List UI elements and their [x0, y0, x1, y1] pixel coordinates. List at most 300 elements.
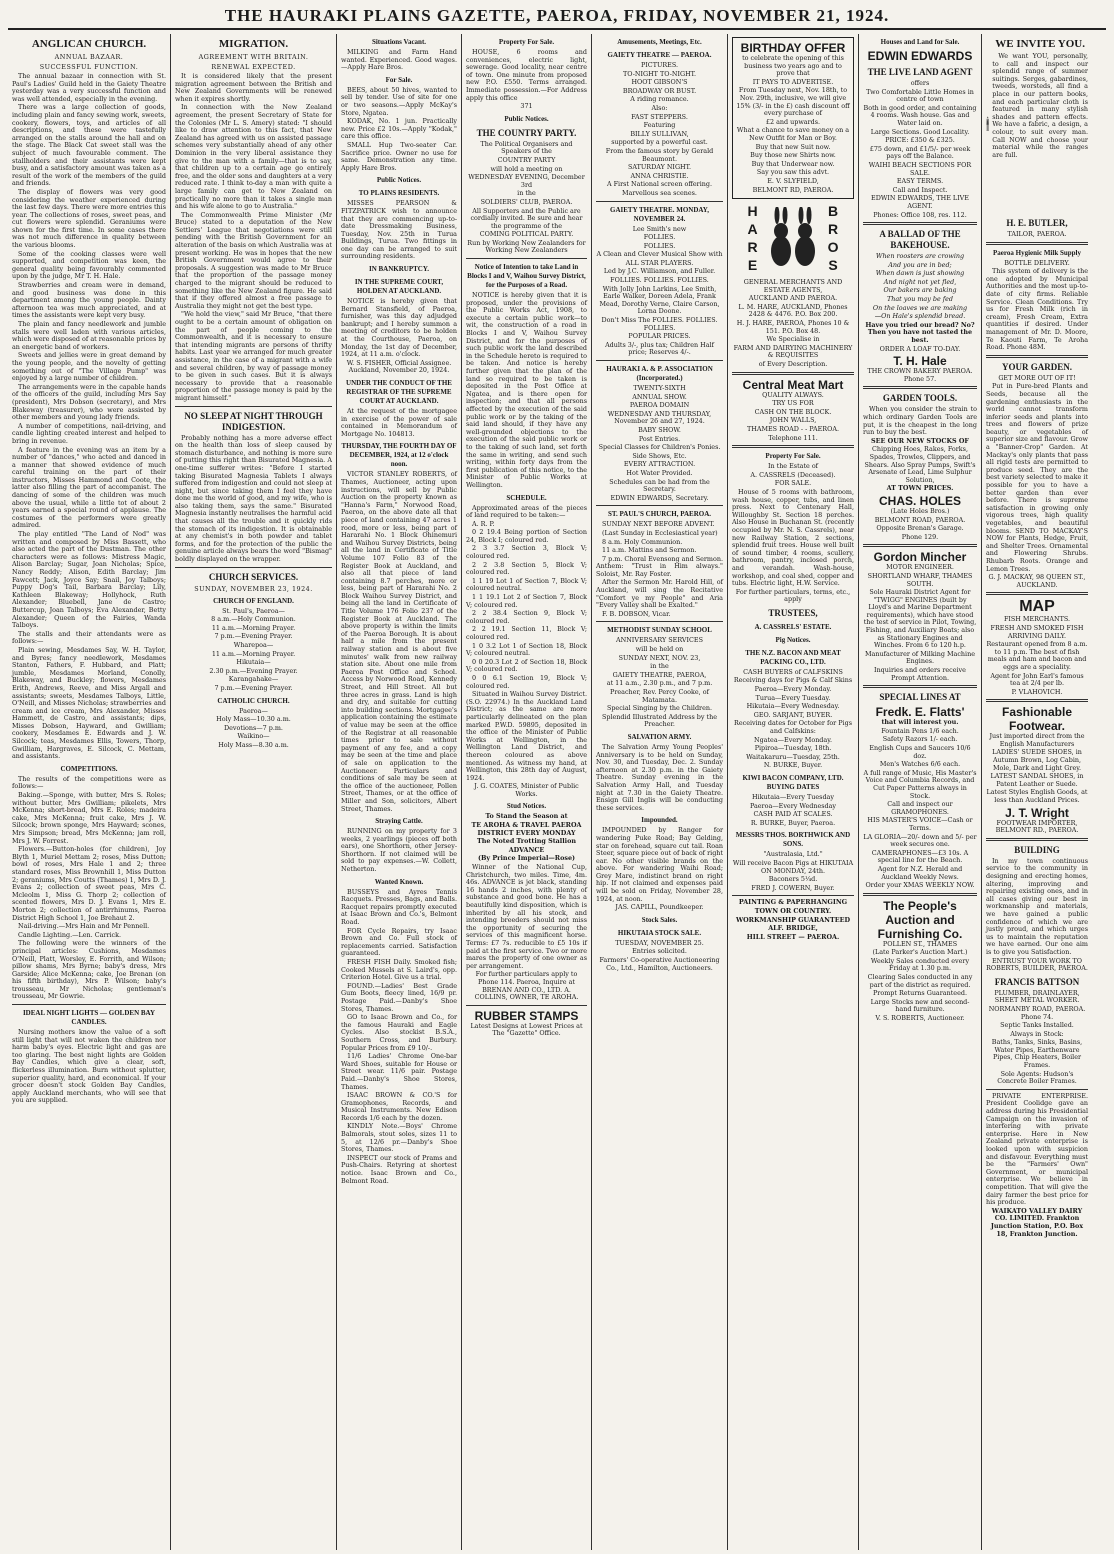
- auction-date-heading: THURSDAY, THE FOURTH DAY OF DECEMBER, 1924, at 12 o'clock noon.: [341, 442, 457, 469]
- text-line: WORKMANSHIP GUARANTEED: [735, 915, 851, 924]
- text-line: TO-NIGHT TO-NIGHT.: [622, 69, 697, 78]
- text-line: A: [747, 221, 758, 238]
- text-line: All Supporters and the Public are cordially invited. Be sure and hear the programme of the: [470, 206, 583, 230]
- text-line: Inquiries and orders receive Prompt Attention.: [874, 666, 966, 682]
- text-line: POLLEN ST., THAMES: [882, 939, 958, 948]
- text-line: The arrangements were in the capable hands of the officers of the guild, including Mrs Say (president), Mrs Dobson (secretary), and Mrs Blakeway (treasurer), who were assisted by other members and young lady friends.: [12, 382, 166, 422]
- text-line: 1 0 3.2 Lot 1 of Section 18, Block V; coloured neutral.: [466, 641, 587, 658]
- text-line: ANNA CHRISTIE.: [630, 171, 689, 180]
- text-line: 8 a.m. Holy Communion.: [602, 537, 683, 546]
- birthday-ad: [732, 37, 854, 199]
- text-line: FOR Cycle Repairs, try Isaac Brown and Co. Full stock of replacements carried. Satisfaction guaranteed.: [341, 926, 457, 958]
- text-line: Ngatea—Every Monday.: [754, 735, 832, 744]
- text-line: The Political Organisers and Speakers of the: [480, 139, 573, 156]
- impound-signature: JAS. CAPILL, Poundkeeper.: [615, 903, 704, 912]
- text-line: Waitakaruru—Tuesday, 25th.: [746, 752, 840, 761]
- text-line: Hikutaia—Every Tuesday: [752, 793, 834, 801]
- gentleman-figure-icon: [986, 34, 989, 214]
- anglican-heading: ANGLICAN CHURCH.: [31, 38, 147, 50]
- text-line: Paeroa—: [239, 706, 268, 715]
- text-line: Hot Water Provided.: [626, 468, 693, 477]
- anglican-article: [12, 73, 166, 761]
- divider: [596, 505, 723, 506]
- registrar-heading: UNDER THE CONDUCT OF THE REGISTRAR OF THE SUPREME COURT AT AUCKLAND.: [346, 379, 452, 405]
- church-date: SUNDAY, NOVEMBER 23, 1924.: [194, 584, 313, 593]
- text-line: Manufacturer of Milking Machine Engines.: [865, 649, 975, 666]
- text-line: EVERY ATTRACTION.: [623, 460, 696, 469]
- text-line: EDWIN EDWARDS, Secretary.: [610, 493, 709, 502]
- straying-notice: RUNNING on my property for 3 weeks, 2 yearlings (pieces off both ears), one Shorthorn, other Jersey-Shorthorn. If not claimed will be sold to pay expenses.—W. Collett, Netherton.: [341, 827, 457, 874]
- fisher-signature: W. S. FISHER, Official Assignee. Auckland, November 20, 1924.: [346, 358, 452, 375]
- text-line: FISH MERCHANTS.: [1003, 615, 1071, 624]
- text-line: ISAAC BROWN & CO.'S for Gramophones, Records, and Musical Instruments. New Edison Records 1/6 each by the dozen.: [341, 1091, 457, 1122]
- text-line: The Commonwealth Prime Minister (Mr Bruce) stated to a deputation of the New Settlers' League that negotiations were still pending with the British Government for an alteration of the basis on which Australia was at present working. He was in hopes that the new British Government would agree to their proposals. A suggestion was made to Mr Bruce that the proportion of the passage money charged to the migrant should be reduced to something like the New Zealand figure. He said that if they offered almost a free passage to Australia they might not get the best type.: [175, 210, 332, 310]
- rabbits-icon: [764, 207, 822, 271]
- wanted-list: [341, 889, 457, 1186]
- public-notices-heading: Public Notices.: [376, 176, 422, 185]
- wright-heading: J. T. Wright: [1005, 805, 1069, 820]
- forsale-heading: For Sale.: [385, 75, 413, 84]
- text-line: FARM AND DAIRYING MACHINERY & REQUISITES: [733, 343, 853, 360]
- divider: [596, 201, 723, 202]
- stud-contact: For further particulars apply to Phone 114. Paeroa, Inquire at BRENAN AND CO., LTD. A. COLLINS, OWNER, TE AROHA.: [474, 970, 579, 1002]
- catholic-heading: CATHOLIC CHURCH.: [217, 696, 290, 705]
- text-line: Sweets and jellies were in great demand by the young people, and the novelty of getting something out of "The Village Pump" was enjoyed by a large number of children.: [12, 351, 166, 383]
- text-line: Splendid Illustrated Address by the Preacher.: [601, 712, 717, 729]
- property-ref: 371: [520, 102, 533, 111]
- text-line: 0 2 19.4 Being portion of Section 24, Block I; coloured red.: [466, 528, 587, 544]
- text-line: COUNTRY PARTY: [497, 155, 556, 164]
- text-line: Baking.—Sponge, with butter, Mrs S. Roles; without butter, Mrs Gwilliam; pikelets, Mrs McKenna; short-bread, Mrs E. Roles; madeira cake, Mrs McKenna; fruit cake, Mrs J. W. Silcock; brown sponge, Mrs Hayward; scones, Mrs Simpson; bread, Mrs McKenna; jam roll, Mrs J. W. Forrest.: [12, 791, 166, 845]
- column-5: [592, 34, 728, 1550]
- text-line: Plain sewing, Mesdames Say, W. H. Taylor, and Byres; fancy needlework, Mesdames Stanton, Fathers, F. Hubbard, and Platt; jumble, Mesdames Morland, Conolly, Blakeway, and Buckley; flowers, Mesdames Erith, Andrews, Reeve, and Miss Argall and assistants; sweets, Mesdames Talboys, Little, O'Neill, and Misses Nicholas; strawberries and cream and ice cream, Mrs Alexander, Misses Hammett, de Castro, and assistants; dips, Misses Dobson, Hayward, and Gwilliam; cookery, Mesdames E. Edwards and J. W. Silcock; teas, Mesdames Ellis, Towers, Thorp, Gwilliam, Hargraves, E. Silcock, C. Mettam, and assistants.: [12, 645, 166, 761]
- land-heading: Notice of Intention to take Land in Blocks I and V, Waihou Survey District, for the Purposes of a Road.: [467, 263, 586, 290]
- stock-sales-heading: Stock Sales.: [641, 915, 678, 924]
- indigestion-heading: NO SLEEP AT NIGHT THROUGH INDIGESTION.: [184, 410, 323, 432]
- text-line: GAIETY THEATRE, PAEROA,: [612, 670, 707, 679]
- text-line: P. VLAHOVICH.: [1011, 687, 1063, 696]
- anglican-subheading-2: SUCCESSFUL FUNCTION.: [39, 63, 139, 71]
- building-signature: ENTRUST YOUR WORK TO ROBERTS, BUILDER, PAEROA.: [986, 956, 1088, 973]
- text-line: Both in good order, and containing 4 rooms. Wash house. Gas and Water laid on.: [863, 103, 977, 127]
- text-line: Baconers 5¼d.: [768, 875, 818, 884]
- bros-letters: [828, 203, 839, 275]
- kiwi-list: [732, 794, 854, 827]
- text-line: FOLLIES.: [643, 241, 676, 250]
- text-line: The results of the competitions were as follows:—: [12, 774, 166, 791]
- text-line: On the loaves we are making: [872, 303, 968, 312]
- forsale-list: [341, 87, 457, 173]
- text-line: MILKING and Farm Hand wanted. Experienced. Good wages.—Apply Hare Bros.: [341, 48, 457, 72]
- divider: [12, 1004, 166, 1005]
- divider: [732, 895, 854, 896]
- text-line: "We hold the view," said Mr Bruce, "that there ought to be a certain amount of obligation on the part of people coming to the Commonwealth, and it is necessary to ensure that intending migrants are persons of thrifty habits. Last year we arranged for much greater assistance, in the case of a migrant with a wife and several children, by way of passage money to be given in such cases. But it is always necessary to provide that a reasonable proportion of the passage money is paid by the migrant himself.": [175, 310, 332, 402]
- text-line: FOR SALE.: [774, 479, 812, 488]
- text-line: HILL STREET — PAEROA.: [746, 932, 840, 941]
- divider: [986, 355, 1088, 358]
- text-line: St. Paul's, Paeroa—: [222, 606, 285, 615]
- stud-heading: Stud Notices.: [506, 802, 547, 811]
- church-services-heading: CHURCH SERVICES.: [208, 571, 299, 582]
- text-line: Receiving dates for October for Pigs and Calfskins:: [734, 719, 852, 736]
- text-line: Probably nothing has a more adverse effect on the health than loss of sleep caused by stomach disturbance, and nothing is more sure of putting this right than Bisurated Magnesia. A one-time sufferer writes: "Before I started taking Bisurated Magnesia Tablets I always suffered from indigestion and could not sleep at night, but since taking them I feel they have done me the world of good, and my wife, who is also taking them, says the same." Bisurated Magnesia instantly neutralises the harmful acid that causes all the trouble and it quickly rids the stomach of its indigestion. It is obtainable at any chemist's in both powder and tablet forms, and for the protection of the public the genuine article always bears the word "Bismag" boldly displayed on the wrapper.: [175, 433, 332, 564]
- text-line: Marvellous sea scenes.: [622, 188, 697, 197]
- text-line: QUALITY ALWAYS.: [762, 390, 824, 399]
- wanted-heading: Wanted Known.: [374, 877, 424, 886]
- col6-property-heading: Property For Sale.: [765, 452, 821, 461]
- text-line: The Noted Trotting Stallion: [477, 837, 576, 846]
- text-line: Clearing Sales conducted in any part of the district as required.: [867, 973, 973, 989]
- text-line: R: [747, 239, 758, 256]
- text-line: English Cups and Saucers 10/6 doz.: [869, 744, 971, 760]
- text-line: LA GLORIA—20/- down and 5/- per week secures one.: [863, 832, 977, 849]
- text-line: O: [827, 239, 839, 256]
- text-line: MOTOR ENGINEER.: [886, 563, 954, 572]
- edwards-sub: THE LIVE LAND AGENT: [867, 67, 973, 77]
- text-line: Restaurant opened from 8 a.m. to 11 p.m. The best of fish meals and ham and bacon and eggs are a speciality.: [986, 640, 1088, 671]
- text-line: Also:: [651, 103, 668, 112]
- text-line: ANNIVERSARY SERVICES: [616, 636, 703, 645]
- text-line: Call and inspect our GRAMOPHONES.: [887, 800, 953, 816]
- column-1: [8, 34, 171, 1550]
- text-line: Weekly Sales conducted every Friday at 1.30 p.m.: [870, 956, 970, 973]
- text-line: H. J. HARE, PAEROA, Phones 10 & 151. P.O. Box 48.: [736, 319, 850, 335]
- gaiety-list: [596, 62, 723, 198]
- text-line: FOUND.—Ladies' Best Grade Gum Boots, fleecy lined, 16/9 pr. Postage Paid.—Danby's Shoe Stores, Thames.: [341, 981, 457, 1013]
- straying-heading: Straying Cattle.: [375, 817, 423, 826]
- kiwi-heading: KIWI BACON COMPANY, LTD. BUYING DATES: [742, 774, 844, 791]
- text-line: What a chance to save money on a New Outfit for Man or Boy.: [736, 126, 850, 142]
- text-line: BUSSEYS and Ayres Tennis Racquets. Presses, Bags, and Balls. Racquet repairs promptly executed at Isaac Brown and Co.'s, Belmont Road.: [341, 887, 457, 927]
- text-line: LADIES' SUEDE SHOES, in Autumn Brown, Log Cabin, Mole, Dark and Light Grey.: [992, 748, 1082, 772]
- houses-heading: Houses and Land for Sale.: [880, 38, 960, 46]
- text-line: Fountain Pens 1/6 each.: [881, 726, 959, 735]
- hale-heading: T. H. Hale: [893, 354, 947, 369]
- birthday-heading: BIRTHDAY OFFER: [740, 41, 846, 55]
- text-line: Large Stocks new and second-hand furniture.: [870, 997, 970, 1014]
- text-line: (By Prince Imperial—Rose): [477, 854, 576, 863]
- text-line: Men's Watches 6/6 each.: [879, 760, 961, 769]
- birthday-list: [736, 55, 850, 194]
- text-line: TRY US FOR: [772, 399, 814, 408]
- text-line: Buy that Underwear now.: [751, 159, 835, 168]
- text-line: JOHN WALLS,: [769, 416, 817, 425]
- follies-list: [596, 226, 723, 358]
- text-line: Always in Stock:: [1010, 1029, 1064, 1038]
- column-2: [171, 34, 337, 1550]
- bread-question: Have you tried our bread? No? Then you have not tasted the best.: [865, 320, 975, 345]
- text-line: TE AROHA & TRAVEL PAEROA DISTRICT EVERY MONDAY: [471, 821, 582, 837]
- property-ad: HOUSE, 6 rooms and conveniences, electric light, sewerage. Good locality, near centre of town. One minute from proposed new P.O. £550. Terms arranged. Immediate possession.—For Address apply this office: [466, 48, 587, 102]
- text-line: WAIHI BEACH SECTIONS FOR SALE.: [868, 160, 972, 177]
- text-line: HOOT GIBSON'S: [631, 78, 688, 87]
- tools-notice: When you consider the strain to which ordinary Garden Tools are put, it is the cheapest in the long run to buy the best.: [863, 405, 977, 437]
- bridge-list: [732, 899, 854, 941]
- schedule-columns: A. R. P.: [472, 519, 495, 528]
- text-line: ANNUAL SHOW.: [632, 392, 687, 401]
- text-line: In connection with the New Zealand agreement, the present Secretary of State for the Colonies (Mr L. S. Amery) stated: "I should like to draw attention to this fact, that New Zealand has agreed with us on assisted passage schemes very substantially ahead of any other Dominion in the very liberal assistance they give to the man with a family—that is to say, that children up to a certain age go entirely free, and the older sons and daughters at a very reduced rate. I think to-day a man with quite a large family can get to New Zealand on practically no more than it takes a single man and his wife alone to go to Australia.": [175, 103, 332, 211]
- court-heading: IN THE SUPREME COURT, HOLDEN AT AUCKLAND.: [354, 278, 444, 296]
- stpaul-list: [596, 521, 723, 618]
- column-4: [462, 34, 592, 1550]
- rubber-stamps-sub: Latest Designs at Lowest Prices at The "Gazette" Office.: [470, 1021, 583, 1038]
- trustees-heading: TRUSTEES,: [768, 607, 818, 618]
- text-line: FOLLIES.: [643, 233, 676, 242]
- text-line: E: [747, 257, 758, 274]
- text-line: A. CASSRELS (Deceased).: [750, 470, 836, 479]
- text-line: NORMANBY ROAD, PAEROA. Phone 74.: [988, 1004, 1086, 1021]
- text-line: That you may be fed: [886, 295, 954, 304]
- text-line: GEO. SARJANT, BUYER.: [753, 710, 833, 719]
- methodist-list: [596, 637, 723, 729]
- text-line: Say you saw this advt.: [756, 168, 830, 177]
- text-line: Side Shows, Etc.: [632, 451, 687, 460]
- coe-heading: CHURCH OF ENGLAND.: [213, 596, 294, 605]
- schedule-heading: SCHEDULE.: [506, 493, 547, 502]
- text-line: BILLY SULLIVAN,: [630, 129, 689, 138]
- text-line: The play entitled "The Land of Nod" was written and composed by Miss Bassett, who also acted the part of the Dustman. The other characters were as follows: Mistress Magic, Alison Barclay; Sugar, Joan Nicholas; Spice, Nancy Reddy; Alison, Edith Barclay; Jim Fawcett; Jack, Joyce Say; Snail, Joy Talboys; Puppy Dog's Tail, Barbara Barclay; Lily, Kathleen Blakeway; Hollyhock, Ruth Alexander; Bluebell, Jane de Castro; Buttercup, Joan Talboys; Eva Alexander, Betty Alexander; Queen of the Fairies, Wanda Talboys.: [12, 530, 166, 630]
- text-line: Adults 3/-, plus tax; Children Half price; Reserves 4/-.: [605, 340, 714, 357]
- text-line: BABY SHOW.: [638, 425, 681, 434]
- text-line: Entries solicited.: [632, 947, 687, 956]
- text-line: at 11 a.m., 2.30 p.m., and 7 p.m.: [606, 679, 713, 688]
- map-heading: MAP: [1019, 598, 1055, 616]
- text-line: Pipiroa—Tuesday, 18th.: [754, 744, 832, 753]
- text-line: FAST STEPPERS.: [631, 112, 688, 121]
- butler-sub: TAILOR, PAEROA.: [1007, 230, 1067, 238]
- milk-heading: Paeroa Hygienic Milk Supply: [993, 248, 1081, 257]
- text-line: SMALL Hup Two-seater Car. Sacrifice price. Owner no use for same. Demonstration any time. Apply Hare Bros.: [341, 140, 457, 172]
- text-line: After the Sermon Mr. Harold Hill, of Auckland, will sing the Recitative "Comfort ye my People" and Aria "Every Valley shall be Exalted.": [596, 578, 723, 610]
- masthead: [8, 4, 1106, 30]
- battson-list: [986, 990, 1088, 1086]
- text-line: Don't Miss The FOLLIES. FOLLIES. FOLLIES.: [601, 316, 718, 332]
- wright-sub: FOOTWEAR IMPORTER, BELMONT RD., PAEROA.: [995, 818, 1079, 835]
- text-line: H: [747, 203, 758, 220]
- invite-text: [992, 34, 1088, 214]
- tools-prices: AT TOWN PRICES.: [886, 484, 954, 493]
- milk-notice: This system of delivery is the one adopted by Municipal Authorities and the most up-to-date of city firms. Reliable Service. Clean Conditions. Try us for Fresh Milk (rich in cream), Fresh Cream, Extra quantities if desired. Under management of Mr. D. Moore, Te Kaouti Farm, Te Aroha Road. Phone 48M.: [986, 267, 1088, 352]
- competitions-heading: COMPETITIONS.: [60, 764, 118, 773]
- association-heading: HAURAKI A. & P. ASSOCIATION (Incorporated.): [606, 365, 713, 382]
- coe-list: [175, 608, 332, 693]
- text-line: Just imported direct from the English Manufacturers: [989, 732, 1085, 748]
- text-line: A number of competitions, nail-driving, and candle lighting created interest and helped to bring in revenue.: [12, 421, 166, 445]
- migration-heading: MIGRATION.: [218, 38, 289, 50]
- tools-list: Chipping Hoes, Rakes, Forks, Spades, Trowles, Clippers, and Shears. Also Spray Pumps, Swift's Arsenate of Lead, Lime Sulphur Solution,: [864, 445, 976, 484]
- footwear-heading: Fashionable Footwear.: [1001, 705, 1072, 734]
- text-line: Telephone 111.: [768, 433, 818, 442]
- text-line: The stalls and their attendants were as follows:—: [12, 629, 166, 646]
- text-line: Wharepoa—: [233, 641, 274, 649]
- schedule-list: [466, 529, 587, 690]
- text-line: WEDNESDAY EVENING, December 3rd: [468, 173, 585, 189]
- text-line: Featuring: [643, 121, 676, 130]
- text-line: 1 1 19.1 Lot 2 of Section 7, Block V; coloured red.: [466, 593, 587, 609]
- text-line: A feature in the evening was an item by a number of "dances," who acted and danced in a manner that showed evidence of much careful training on the part of their instructors, Misses Hammond and Coote, the latter also filling the part of accompanist. The dancing of some of the children was much above the usual, while a little tot of about 2 years earned a special round of applause. The costumes of the performers were greatly admired.: [12, 445, 166, 530]
- text-line: When dawn is just showing: [875, 269, 965, 278]
- text-line: CAMERAPHONES—£3 10s. A special line for the Beach.: [871, 848, 969, 865]
- text-line: in the: [517, 189, 536, 198]
- hare-bros-logo: [732, 203, 854, 275]
- text-line: 11 a.m. Mattins and Sermon.: [602, 546, 697, 555]
- hale-sub: THE CROWN BAKERY PAEROA. Phone 57.: [867, 367, 973, 383]
- divider: [175, 406, 332, 407]
- text-line: CASH BUYERS of CALFSKINS: [743, 667, 843, 676]
- text-line: £2 and upwards.: [765, 117, 821, 126]
- meat-mart-heading: Central Meat Mart: [742, 377, 844, 392]
- ballad-list: [863, 253, 977, 321]
- text-line: CASH ON THE BLOCK.: [754, 407, 832, 416]
- holes-list: [863, 508, 977, 541]
- divider: [732, 372, 854, 375]
- text-line: in the: [650, 662, 669, 671]
- text-line: E. V. SLYFIELD,: [767, 176, 819, 185]
- text-line: R. BURKE, Buyer, Paeroa.: [750, 818, 836, 827]
- divider: [986, 699, 1088, 702]
- butler-name: H. E. BUTLER,: [1006, 218, 1068, 228]
- text-line: Led by J.C. Williamson, and Fuller.: [603, 267, 716, 276]
- private-enterprise-signature: WAIKATO VALLEY DAIRY CO. LIMITED. Frankton Junction Station, P.O. Box 18, Frankton Junction.: [990, 1206, 1084, 1238]
- text-line: Agent for N.Z. Herald and Auckland Weekly News.: [877, 864, 963, 881]
- text-line: BROADWAY OR BUST.: [622, 86, 697, 95]
- text-line: (Late Holes Bros.): [890, 506, 950, 515]
- text-line: 2 2 3.8 Section 5, Block V; coloured red.: [466, 560, 587, 577]
- text-line: Paeroa—Every Monday.: [754, 685, 832, 694]
- impounded-notice: IMPOUNDED by Ranger for wandering Puke Road; Bay Gelding, star on forehead, square cut tail. Roan Steer, square piece out of back of right ear. No other visible brands on the above. For wandering Waihi Road; Grey Mare, indistinct brand on right hip. If not claimed and expenses paid will be sold on Friday, November 28, 1924, at noon.: [596, 826, 723, 903]
- text-line: Waikino—: [237, 732, 270, 741]
- amusements-heading: Amusements, Meetings, Etc.: [617, 38, 702, 46]
- edwards-heading: EDWIN EDWARDS: [867, 49, 973, 63]
- text-line: In the Estate of: [767, 462, 819, 471]
- invite-heading: WE INVITE YOU.: [995, 38, 1085, 50]
- flatts-sub: that will interest you.: [881, 718, 959, 727]
- text-line: S: [828, 257, 838, 274]
- text-line: 8 a.m.—Holy Communion.: [211, 615, 296, 624]
- text-line: There was a large collection of goods, including plain and fancy sewing work, sweets, cookery, flowers, toys, and articles of all descriptions, and these were tastefully arranged on the stalls around the hall and on the stage. The Black Cat sweet stall was the subject of much favourable comment. The stallholders and their assistants were kept busy, and a satisfactory amount was taken as a result of the work of the members of the guild and friends.: [12, 103, 166, 188]
- text-line: PICTURES.: [640, 61, 679, 69]
- text-line: Nail-driving.—Mrs Hain and Mr Pennell.: [18, 922, 150, 931]
- flatts-heading: SPECIAL LINES AT: [879, 692, 961, 703]
- text-line: Hikutaia—: [236, 658, 271, 667]
- text-line: Phones: Office 108, res. 112.: [873, 210, 967, 219]
- text-line: L. M. HARE, AUCKLAND, Phones 2428 & 4476. P.O. Box 200.: [738, 302, 848, 319]
- text-line: The following were the winners of the principal articles: Cushions, Mesdames O'Neill, Platt, Worsley, E. Forrith, and Wilson; pillow shams, Mrs Byrne; baby's dress, Mrs Garside; Alice McKenna; cake, Joe Brenan (on his fifth birthday), Mrs P. Wilson; baby's trousseau, Mr Nicholas; gentleman's trousseau, Mr Gowrie.: [12, 939, 166, 1001]
- bankruptcy-notice: NOTICE is hereby given that Bernard Stansfield, of Paeroa, furnisher, was this day adjudged bankrupt; and I hereby summon a meeting of creditors to be holden at the Courthouse, Paeroa, on Monday, the 1st day of December, 1924, at 11 a.m. o'clock.: [341, 297, 457, 359]
- text-line: Special Classes for Children's Ponies.: [598, 443, 721, 452]
- text-line: will be held on: [635, 645, 684, 654]
- text-line: CASH PAID AT SCALES.: [753, 810, 833, 819]
- text-line: TWENTY-SIXTH: [633, 384, 686, 392]
- divider: [466, 1005, 587, 1006]
- text-line: SHORTLAND WHARF, THAMES SOUTH.: [867, 571, 973, 588]
- text-line: Post Entries.: [638, 434, 681, 443]
- mincher-heading: Gordon Mincher: [873, 550, 967, 565]
- text-line: Latest Styles English Goods, at less than Auckland Prices.: [986, 788, 1088, 805]
- text-line: FRESH AND SMOKED FISH ARRIVING DAILY.: [990, 623, 1084, 640]
- garden-heading: YOUR GARDEN.: [1001, 361, 1072, 372]
- estate-list: [732, 463, 854, 488]
- candle-heading: IDEAL NIGHT LIGHTS — GOLDEN BAY CANDLES.: [22, 1009, 156, 1027]
- text-line: 11 a.m.—Morning Prayer.: [211, 623, 296, 632]
- text-line: FRED J. COWERN, Buyer.: [751, 883, 835, 892]
- auction-notice: VICTOR STANLEY ROBERTS, of Thames, Auctioneer, acting upon instructions, will sell by Public Auction on the property known as "Hanna's Farm," Norwood Road, Paeroa, on the above date all that piece of land containing 47 acres 1 rood, more or less, being part of Hararahi No. 1 Block Ohinemuri and Waihou Survey Districts, being all the land in Certificate of Title Volume 107 Folio 83 of the Register Book at Auckland, and also all that piece of land containing 8.7 perches, more or less, being part of Hararahi No. 2 Block Waihou Survey District, and being all the land in Certificate of Title Volume 176 Folio 237 of the Register Book at Auckland. The above property is within the limits of the Paeroa Borough. It is about half a mile from the present railway station and is about five minutes' walk from new railway station site. About one mile from Paeroa Post Office and School. Access by Norwood Road, Kennedy Street, and Hill Street. All but three acres in grass. Land is high and dry, and suitable for cutting into building sections. Mortgagee's application containing the estimate of value may be seen at the office of the Registrar at all reasonable times prior to sale without payment of any fee, and a copy may be seen at the time and place of sale on application to the Auctioneer. Particulars and conditions of sale may be seen at the office of the auctioneer, Pollen Street, Thames, or at the office of Miller and Son, solicitors, Albert Street, Thames.: [341, 470, 457, 813]
- divider: [986, 592, 1088, 595]
- borthwick-heading: MESSRS THOS. BORTHWICK AND SONS.: [735, 831, 851, 849]
- rubber-stamps-heading: RUBBER STAMPS: [474, 1008, 579, 1023]
- holes-heading: CHAS. HOLES: [878, 493, 961, 508]
- text-line: Buy those new Shirts now.: [750, 151, 836, 160]
- text-line: 0 0 20.3 Lot 2 of Section 18, Block V; coloured red.: [466, 657, 587, 674]
- text-line: Farmers' Co-operative Auctioneering Co., Ltd., Hamilton, Auctioneers.: [599, 956, 720, 972]
- borthwick-list: [732, 851, 854, 892]
- land-notice: NOTICE is hereby given that it is proposed, under the provisions of the Public Works Act, 1908, to execute a certain public work—to wit, the construction of a road in Blocks I and V, Waihou Survey District, and for the purposes of such public work the land described in the Schedule hereto is required to be taken. And notice is hereby further given that the plan of the land so required to be taken is deposited in the Post Office at Ngatea, and is there open for inspection; and that all persons affected by the execution of the said public work or by the taking of the said land should, if they have any well-grounded objections to the execution of the said public work or to the taking of such land, set forth the same in writing, and send such writing, within forty days from the first publication of this notice, to the Minister of Public Works at Wellington.: [466, 291, 587, 489]
- text-line: 11/6 Ladies' Chrome One-bar Ward Shoes, suitable for House or Street wear. 11/6 pair. Postage Paid.—Danby's Shoe Stores, Thames.: [341, 1052, 457, 1091]
- text-line: Large Sections. Good Locality.: [870, 127, 970, 136]
- text-line: 7 p.m. Choral Evensong and Sermon. Anthem: "Trust in Him always." Soloist, Mr. Ray Foster.: [596, 554, 723, 578]
- text-line: ALF. BRIDGE,: [768, 924, 818, 933]
- text-line: 1 1 19 Lot 1 of Section 7, Block V; coloured neutral.: [466, 576, 587, 593]
- text-line: Sole Agents: Hudson's Concrete Boiler Frames.: [997, 1069, 1077, 1086]
- text-line: PRICE: £350 & £325.: [885, 136, 955, 145]
- text-line: PAINTING & PAPERHANGING: [738, 898, 848, 907]
- pig-heading: Pig Notices.: [775, 635, 811, 644]
- text-line: Two Comfortable Little Homes in centre of town: [866, 87, 974, 104]
- text-line: 2 3 3.7 Section 3, Block V; coloured red.: [466, 544, 587, 561]
- competitions-article: [12, 776, 166, 1001]
- divider: [732, 445, 854, 448]
- hare-list: [732, 279, 854, 369]
- tools-sub: SEE OUR NEW STOCKS OF: [871, 436, 969, 445]
- divider: [863, 386, 977, 389]
- mackay-signature: G. J. MACKAY, 98 QUEEN ST., AUCKLAND.: [988, 573, 1086, 589]
- text-line: BELMONT ROAD, PAEROA.: [874, 515, 966, 524]
- text-line: Strawberries and cream were in demand, and good business was done in this department among the young people. Dainty afternoon tea was much appreciated, and at times the assistants were kept very busy.: [12, 281, 166, 320]
- divider: [596, 621, 723, 622]
- footwear-list: [986, 733, 1088, 804]
- text-line: Run by Working New Zealanders for Working New Zealanders: [467, 238, 586, 255]
- column-7: [859, 34, 982, 1550]
- text-line: "Australasia, Ltd.": [763, 850, 823, 859]
- situations-heading: Situations Vacant.: [371, 38, 427, 46]
- text-line: Lee Smith's new: [632, 224, 687, 233]
- text-line: Paeroa—Every Wednesday: [749, 801, 837, 810]
- text-line: Order your XMAS WEEKLY NOW.: [865, 881, 975, 890]
- auction-co-list: [863, 941, 977, 1023]
- text-line: 7 p.m.—Evening Prayer.: [214, 683, 293, 692]
- text-line: ALL STAR PLAYERS.: [625, 258, 694, 267]
- text-line: INSPECT our stock of Prams and Push-Chairs. Retyring at shortest notice. Isaac Brown and Co., Belmont Road.: [341, 1153, 457, 1185]
- property-heading: Property For Sale.: [498, 38, 555, 46]
- text-line: A Clean and Clever Musical Show with: [596, 250, 723, 259]
- estate-footer: For further particulars, terms, etc., apply: [735, 587, 851, 604]
- stpaul-heading: ST. PAUL'S CHURCH, PAEROA.: [607, 510, 712, 519]
- masthead-title: THE HAURAKI PLAINS GAZETTE, PAEROA, FRIDAY, NOVEMBER 21, 1924.: [224, 6, 890, 25]
- text-line: Prompt Returns Guaranteed.: [873, 989, 967, 998]
- text-line: to celebrate the opening of this business two years ago and to prove that: [742, 54, 844, 78]
- impounded-heading: Impounded.: [641, 816, 678, 825]
- text-line: £75 down, and £1/5/- per week pays off the Balance.: [869, 144, 971, 161]
- text-line: SUNDAY NEXT, NOV. 23,: [618, 653, 701, 662]
- garden-sub: GET MORE OUT OF IT!: [998, 373, 1076, 382]
- text-line: supported by a powerful cast.: [611, 138, 708, 147]
- invite-ad: [986, 34, 1088, 214]
- text-line: SUNDAY NEXT BEFORE ADVENT.: [602, 520, 715, 529]
- notices-heading: Public Notices.: [504, 114, 549, 123]
- text-line: Agent for John Earl's famous tea at 2/4 per lb.: [990, 671, 1084, 688]
- hare-letters: [747, 203, 757, 275]
- text-line: 0 0 6.1 Section 19, Block V; coloured red.: [466, 673, 587, 690]
